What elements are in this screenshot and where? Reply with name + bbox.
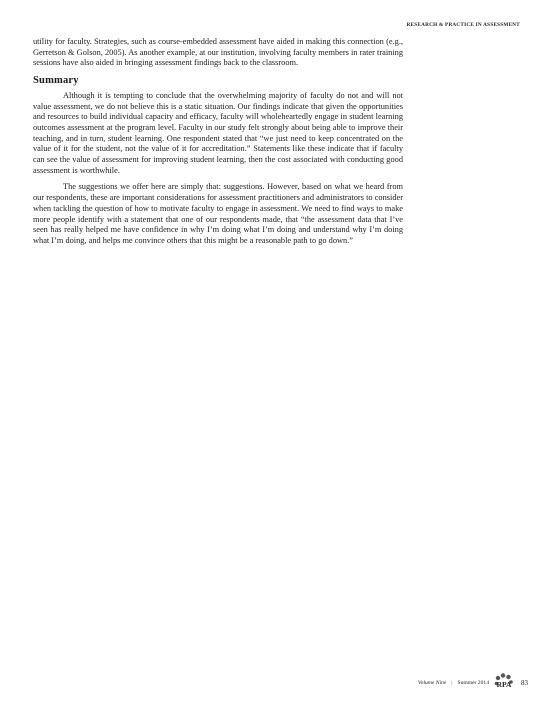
page-footer xyxy=(418,672,528,694)
intro-paragraph: utility for faculty. Strategies, such as course-embedded assessment have aided in making this connection (e.g., Gerretson & Golson, 2005). As another example, at our institution, involving faculty members in rater training sessions have also aided in bringing assessment findings back to the classroom. xyxy=(33,37,403,68)
section-heading-summary: Summary xyxy=(33,75,79,87)
footer-issue: Summer 2014 xyxy=(457,680,489,686)
running-header: RESEARCH & PRACTICE IN ASSESSMENT xyxy=(406,22,520,28)
summary-paragraph-2: The suggestions we offer here are simply that: suggestions. However, based on what we heard from our respondents, these are important considerations for assessment practitioners and administrators to consider when tackling the question of how to motivate faculty to engage in assessment. We need to find ways to make more people identify with a statement that one of our respondents made, that “the assessment data that I’ve seen has really helped me have confidence in why I’m doing what I’m doing and understand why I’m doing what I’m doing, and helps me convince others that this might be a reasonable path to go down.” xyxy=(33,182,403,245)
rpa-paw-logo-icon xyxy=(493,672,515,694)
page-number: 83 xyxy=(521,679,528,687)
summary-paragraph-1: Although it is tempting to conclude that the overwhelming majority of faculty do not and will not value assessment, we do not believe this is a static situation. Our findings indicate that given the opportunities and resources to build individual capacity and efficacy, faculty will wholeheartedly engage in student learning outcomes assessment at the program level. Faculty in our study felt strongly about being able to improve their teaching, and in turn, student learning. One respondent stated that “we just need to keep concentrated on the value of it for the student, not the value of it for accreditation.” Statements like these indicate that if faculty can see the value of assessment for improving student learning, then the cost associated with conducting good assessment is worthwhile. xyxy=(33,90,403,175)
article-body xyxy=(33,37,403,247)
footer-separator: | xyxy=(451,680,453,686)
logo-text: RPA xyxy=(496,680,512,689)
footer-volume: Volume Nine xyxy=(417,680,447,686)
